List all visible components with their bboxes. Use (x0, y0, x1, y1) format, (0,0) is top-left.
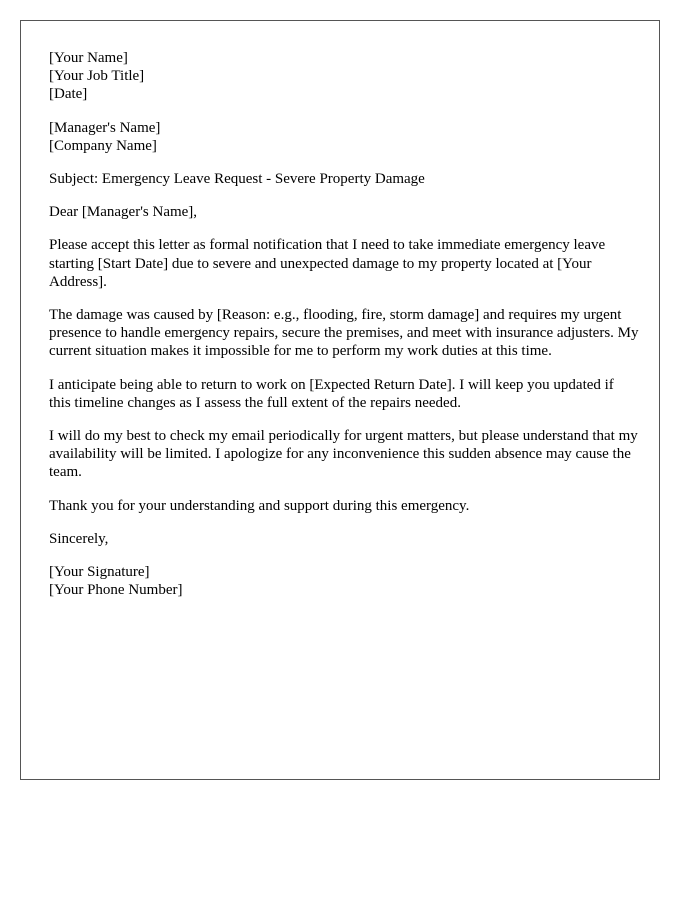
sender-block (49, 49, 639, 104)
salutation: Dear [Manager's Name], (49, 204, 198, 221)
sender-name: [Your Name] (49, 50, 128, 66)
signature-block (49, 563, 639, 599)
paragraph-thanks: Thank you for your understanding and support during this emergency. (49, 497, 470, 514)
recipient-block (49, 119, 639, 155)
signature-line: [Your Signature] (49, 564, 150, 581)
paragraph-availability: I will do my best to check my email periodically for urgent matters, but please understand that my availability will be limited. I apologize for any inconvenience this sudden absence may cause the team. (49, 428, 638, 481)
closing: Sincerely, (49, 530, 109, 547)
letter-page (20, 20, 660, 780)
letter-body (49, 49, 639, 614)
letter-date: [Date] (49, 86, 88, 103)
manager-name: [Manager's Name] (49, 119, 161, 136)
paragraph-return-date: I anticipate being able to return to work on [Expected Return Date]. I will keep you updated if this timeline changes as I assess the full extent of the repairs needed. (49, 376, 614, 411)
subject-line: Subject: Emergency Leave Request - Severe Property Damage (49, 171, 425, 188)
paragraph-notification: Please accept this letter as formal notification that I need to take immediate emergency leave starting [Start Date] due to severe and unexpected damage to my property located at [Your Address]. (49, 237, 606, 290)
phone-number-line: [Your Phone Number] (49, 582, 183, 599)
sender-job-title: [Your Job Title] (49, 68, 145, 85)
company-name: [Company Name] (49, 137, 157, 154)
paragraph-damage-cause: The damage was caused by [Reason: e.g., flooding, fire, storm damage] and requires my urgent presence to handle emergency repairs, secure the premises, and meet with insurance adjusters. My current situation makes it impossible for me to perform my work duties at this time. (49, 307, 639, 360)
